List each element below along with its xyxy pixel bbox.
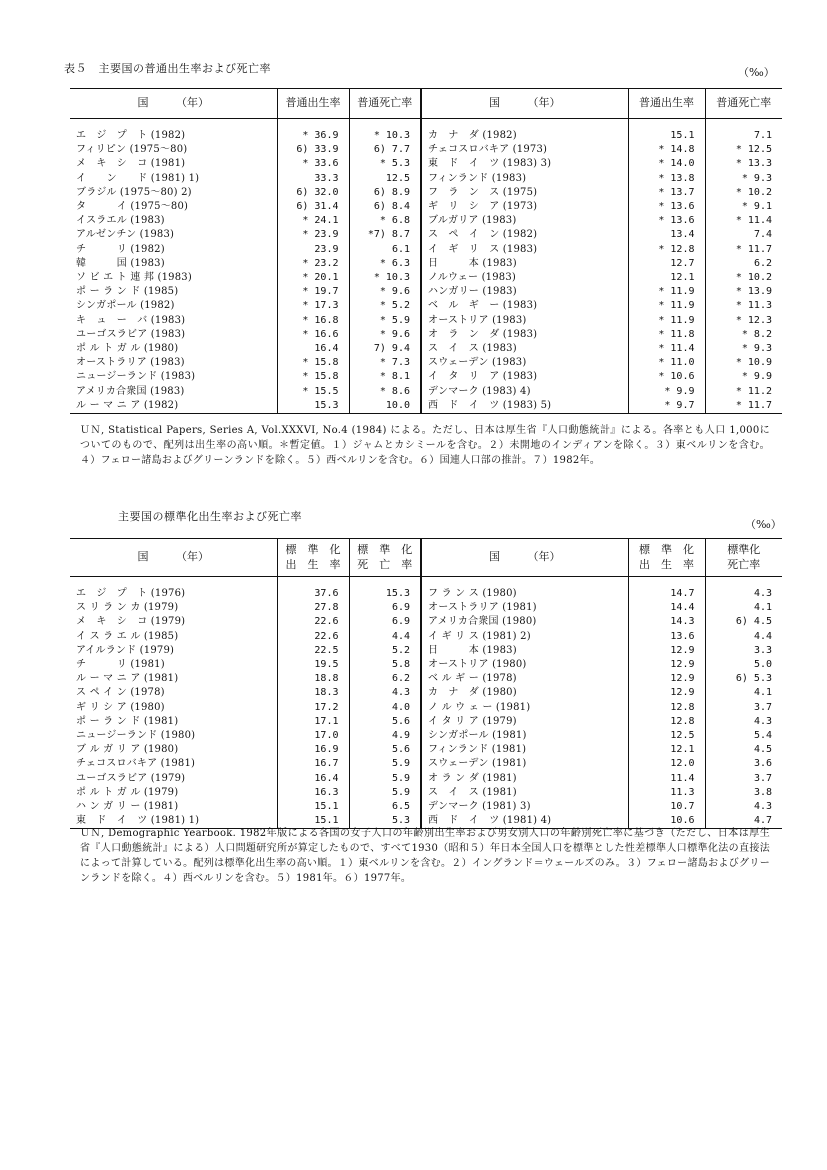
country-cell: フィリピン (1975～80)	[70, 143, 277, 157]
birth-rate-cell: * 13.8	[628, 172, 705, 186]
table-row	[70, 786, 782, 800]
country-cell: イ ン ド (1981) 1)	[70, 172, 277, 186]
death-rate-cell: * 9.3	[741, 172, 772, 184]
birth-rate-cell: * 9.7	[628, 399, 705, 414]
table-row	[70, 243, 782, 257]
country-cell: ポ ル ト ガ ル (1980)	[70, 342, 277, 356]
death-rate-cell: * 5.3	[349, 157, 421, 171]
country-cell: アメリカ合衆国 (1983)	[70, 385, 277, 399]
death-rate-cell: 6) 8.9	[349, 186, 421, 200]
table-row	[70, 630, 782, 644]
country-cell: フィンランド (1983)	[421, 172, 628, 186]
birth-rate-cell: * 15.8	[277, 356, 349, 370]
country-cell: シンガポール (1982)	[70, 299, 277, 313]
country-cell: スウェーデン (1981)	[421, 757, 628, 771]
birth-rate-cell: * 10.6	[628, 370, 705, 384]
death-rate-cell: * 9.6	[349, 328, 421, 342]
birth-rate-cell: 23.9	[277, 243, 349, 257]
t2-header-birth-right	[628, 539, 705, 577]
birth-rate-cell: 17.2	[277, 701, 349, 715]
birth-rate-cell: * 24.1	[277, 214, 349, 228]
birth-rate-cell: * 13.6	[628, 214, 705, 228]
table1-unit: （‰）	[738, 66, 775, 79]
birth-rate-cell: 19.5	[277, 658, 349, 672]
birth-rate-cell: * 23.2	[277, 257, 349, 271]
country-cell: ル ー マ ニ ア (1982)	[70, 399, 277, 414]
death-rate-cell: * 8.1	[349, 370, 421, 384]
birth-rate-cell: 13.4	[628, 228, 705, 242]
table-row	[70, 299, 782, 313]
table-row	[70, 800, 782, 814]
table-row	[70, 701, 782, 715]
country-cell: ユーゴスラビア (1983)	[70, 328, 277, 342]
birth-rate-cell: 12.9	[628, 658, 705, 672]
death-rate-cell: 5.4	[753, 730, 772, 742]
death-rate-cell: * 9.9	[741, 371, 772, 383]
death-rate-cell: * 11.2	[735, 385, 772, 397]
country-cell: ギ リ シ ア (1980)	[70, 701, 277, 715]
country-cell: ハ ン ガ リ ー (1981)	[70, 800, 277, 814]
birth-rate-cell: * 11.8	[628, 328, 705, 342]
country-cell: スウェーデン (1983)	[421, 356, 628, 370]
t1-header-country-left: 国 （年）	[70, 89, 277, 119]
country-cell: オ ラ ン ダ (1983)	[421, 328, 628, 342]
country-cell: カ ナ ダ (1982)	[421, 129, 628, 143]
death-rate-cell: 4.3	[349, 686, 421, 700]
t2-header-birth-left-l2: 出 生 率	[285, 557, 341, 571]
country-cell: イ ギ リ ス (1981) 2)	[421, 630, 628, 644]
table-row	[70, 587, 782, 601]
country-cell: ニュージーランド (1983)	[70, 370, 277, 384]
death-rate-cell: 10.0	[349, 399, 421, 414]
death-rate-cell: * 6.8	[349, 214, 421, 228]
t2-header-birth-left	[277, 539, 349, 577]
table1-note: ＵＮ, Statistical Papers, Series A, Vol.XXXVI, No.4 (1984) による。ただし、日本は厚生省『人口動態統計』による。各率とも人口 1,000についてのもので、配列は出生率の高い順。＊暫定値。１）ジャムとカシミールを含む。２）未開地のインディアンを除く。３）東ベルリンを含む。４）フェロー諸島およびグリーンランドを除く。５）西ベルリンを含む。６）国連人口部の推計。７）1982年。	[80, 425, 770, 466]
t2-header-birth-left-l1: 標 準 化	[285, 543, 341, 557]
country-cell: ル ー マ ニ ア (1981)	[70, 672, 277, 686]
death-rate-cell: * 5.2	[349, 299, 421, 313]
country-cell: デンマーク (1981) 3)	[421, 800, 628, 814]
birth-rate-cell: 37.6	[277, 587, 349, 601]
death-rate-cell: 6) 5.3	[735, 673, 772, 685]
table-row	[70, 157, 782, 171]
death-rate-cell: 4.1	[753, 687, 772, 699]
death-rate-cell: 6) 4.5	[735, 616, 772, 628]
birth-rate-cell: * 15.8	[277, 370, 349, 384]
death-rate-cell: 6.9	[349, 601, 421, 615]
death-rate-cell: * 11.4	[735, 215, 772, 227]
birth-rate-cell: * 20.1	[277, 271, 349, 285]
table-row	[70, 228, 782, 242]
country-cell: チ リ (1981)	[70, 658, 277, 672]
birth-rate-cell: 16.7	[277, 757, 349, 771]
country-cell: オーストリア (1983)	[421, 314, 628, 328]
birth-rate-cell: * 33.6	[277, 157, 349, 171]
birth-rate-cell: 12.9	[628, 672, 705, 686]
country-cell: フ ラ ン ス (1980)	[421, 587, 628, 601]
death-rate-cell: 3.7	[753, 772, 772, 784]
birth-rate-cell: 12.1	[628, 743, 705, 757]
table-row	[70, 743, 782, 757]
birth-rate-cell: 16.9	[277, 743, 349, 757]
country-cell: ニュージーランド (1980)	[70, 729, 277, 743]
death-rate-cell: * 12.3	[735, 314, 772, 326]
country-cell: メ キ シ コ (1981)	[70, 157, 277, 171]
table1-body	[70, 119, 782, 414]
birth-rate-cell: * 11.4	[628, 342, 705, 356]
table2-body	[70, 577, 782, 829]
country-cell: フ ラ ン ス (1975)	[421, 186, 628, 200]
birth-rate-cell: 14.4	[628, 601, 705, 615]
table-row	[70, 129, 782, 143]
t2-header-country-right: 国 （年）	[421, 539, 628, 577]
death-rate-cell: 5.8	[349, 658, 421, 672]
death-rate-cell: 4.7	[705, 814, 782, 829]
death-rate-cell: 4.4	[753, 630, 772, 642]
death-rate-cell: 5.6	[349, 715, 421, 729]
death-rate-cell: 3.3	[753, 644, 772, 656]
death-rate-cell: * 11.3	[735, 300, 772, 312]
country-cell: ベ ル ギ ー (1978)	[421, 672, 628, 686]
t1-header-death-right: 普通死亡率	[705, 89, 782, 119]
country-cell: ス イ ス (1983)	[421, 342, 628, 356]
birth-rate-cell: 10.7	[628, 800, 705, 814]
table2-note: ＵＮ, Demographic Yearbook. 1982年版による各国の女子人口の年齢別出生率および男女別人口の年齢別死亡率に基づき（ただし、日本は厚生省『人口動態統計』による）人口問題研究所が算定したもので、すべて1930（昭和５）年日本全国人口を標準とした性差標準人口標準化法の直接法によって計算している。配列は標準化出生率の高い順。１）東ベルリンを含む。２）イングランド＝ウェールズのみ。３）フェロー諸島およびグリーンランドを除く。４）西ベルリンを含む。５）1981年。６）1977年。	[80, 828, 770, 884]
death-rate-cell: * 12.5	[735, 144, 772, 156]
country-cell: デンマーク (1983) 4)	[421, 385, 628, 399]
t2-header-death-right-l2: 死亡率	[727, 557, 761, 571]
table-row	[70, 314, 782, 328]
country-cell: ベ ル ギ ー (1983)	[421, 299, 628, 313]
country-cell: ブラジル (1975～80) 2)	[70, 186, 277, 200]
death-rate-cell: * 11.7	[735, 243, 772, 255]
country-cell: ソ ビ エ ト 連 邦 (1983)	[70, 271, 277, 285]
death-rate-cell: 6.1	[349, 243, 421, 257]
death-rate-cell: * 8.6	[349, 385, 421, 399]
death-rate-cell: 5.9	[349, 786, 421, 800]
country-cell: 西 ド イ ツ (1981) 4)	[421, 814, 628, 829]
death-rate-cell: * 13.3	[735, 158, 772, 170]
country-cell: エ ジ プ ト (1982)	[70, 129, 277, 143]
country-cell: キ ュ ー バ (1983)	[70, 314, 277, 328]
birth-rate-cell: 12.0	[628, 757, 705, 771]
country-cell: イ タ リ ア (1979)	[421, 715, 628, 729]
country-cell: アイルランド (1979)	[70, 644, 277, 658]
death-rate-cell: 7.1	[753, 130, 772, 141]
death-rate-cell: 6.2	[753, 257, 772, 269]
table-row	[70, 186, 782, 200]
death-rate-cell: * 10.2	[735, 272, 772, 284]
birth-rate-cell: * 15.5	[277, 385, 349, 399]
birth-rate-cell: 22.6	[277, 630, 349, 644]
country-cell: イスラエル (1983)	[70, 214, 277, 228]
birth-rate-cell: 18.8	[277, 672, 349, 686]
birth-rate-cell: 12.8	[628, 701, 705, 715]
country-cell: 韓 国 (1983)	[70, 257, 277, 271]
table-row	[70, 200, 782, 214]
table-row	[70, 686, 782, 700]
birth-rate-cell: 14.7	[628, 587, 705, 601]
birth-rate-cell: 15.3	[277, 399, 349, 414]
death-rate-cell: 5.9	[349, 757, 421, 771]
table-row	[70, 356, 782, 370]
death-rate-cell: * 9.3	[741, 343, 772, 355]
death-rate-cell: 3.8	[753, 786, 772, 798]
death-rate-cell: * 10.3	[349, 271, 421, 285]
country-cell: ブ ル ガ リ ア (1980)	[70, 743, 277, 757]
country-cell: チェコスロバキア (1981)	[70, 757, 277, 771]
birth-rate-cell: 33.3	[277, 172, 349, 186]
country-cell: ノ ル ウ ェ ー (1981)	[421, 701, 628, 715]
country-cell: 東 ド イ ツ (1981) 1)	[70, 814, 277, 829]
death-rate-cell: 6.5	[349, 800, 421, 814]
death-rate-cell: * 10.9	[735, 357, 772, 369]
death-rate-cell: 4.9	[349, 729, 421, 743]
birth-rate-cell: * 36.9	[277, 129, 349, 143]
t1-header-country-right: 国 （年）	[421, 89, 628, 119]
birth-rate-cell: 6) 31.4	[277, 200, 349, 214]
death-rate-cell: 15.3	[349, 587, 421, 601]
table1-caption: 表５ 主要国の普通出生率および死亡率	[64, 62, 271, 75]
death-rate-cell: 4.5	[753, 744, 772, 756]
death-rate-cell: 7) 9.4	[349, 342, 421, 356]
country-cell: ハンガリー (1983)	[421, 285, 628, 299]
birth-rate-cell: 12.9	[628, 644, 705, 658]
birth-rate-cell: 18.3	[277, 686, 349, 700]
country-cell: 日 本 (1983)	[421, 644, 628, 658]
table-row	[70, 257, 782, 271]
table2-caption: 主要国の標準化出生率および死亡率	[118, 510, 302, 523]
death-rate-cell: * 7.3	[349, 356, 421, 370]
birth-rate-cell: 6) 33.9	[277, 143, 349, 157]
t2-header-death-right	[705, 539, 782, 577]
t1-header-birth-left: 普通出生率	[277, 89, 349, 119]
death-rate-cell: 6) 8.4	[349, 200, 421, 214]
t2-header-death-left-l1: 標 準 化	[357, 543, 413, 557]
birth-rate-cell: * 16.6	[277, 328, 349, 342]
birth-rate-cell: * 16.8	[277, 314, 349, 328]
birth-rate-cell: 12.1	[628, 271, 705, 285]
t1-header-death-left: 普通死亡率	[349, 89, 421, 119]
country-cell: オ ラ ン ダ (1981)	[421, 772, 628, 786]
birth-rate-cell: 16.4	[277, 772, 349, 786]
table-row	[70, 370, 782, 384]
country-cell: チェコスロバキア (1973)	[421, 143, 628, 157]
death-rate-cell: 4.3	[753, 588, 772, 599]
birth-rate-cell: 14.3	[628, 615, 705, 629]
birth-rate-cell: * 11.9	[628, 314, 705, 328]
t2-header-country-left: 国 （年）	[70, 539, 277, 577]
spacer-row	[70, 577, 782, 588]
table-row	[70, 658, 782, 672]
country-cell: カ ナ ダ (1980)	[421, 686, 628, 700]
country-cell: ス イ ス (1981)	[421, 786, 628, 800]
death-rate-cell: * 10.2	[735, 186, 772, 198]
country-cell: チ リ (1982)	[70, 243, 277, 257]
t2-header-death-right-l1: 標準化	[727, 543, 761, 557]
death-rate-cell: 6) 7.7	[349, 143, 421, 157]
table-row	[70, 615, 782, 629]
birth-rate-cell: * 17.3	[277, 299, 349, 313]
birth-rate-cell: 22.6	[277, 615, 349, 629]
country-cell: 東 ド イ ツ (1983) 3)	[421, 157, 628, 171]
country-cell: オーストラリア (1981)	[421, 601, 628, 615]
country-cell: イ タ リ ア (1983)	[421, 370, 628, 384]
death-rate-cell: 4.3	[753, 715, 772, 727]
death-rate-cell: 5.2	[349, 644, 421, 658]
birth-rate-cell: 17.0	[277, 729, 349, 743]
country-cell: アメリカ合衆国 (1980)	[421, 615, 628, 629]
country-cell: オーストラリア (1983)	[70, 356, 277, 370]
country-cell: ユーゴスラビア (1979)	[70, 772, 277, 786]
table-row	[70, 271, 782, 285]
country-cell: ポ ル ト ガ ル (1979)	[70, 786, 277, 800]
birth-rate-cell: 15.1	[277, 814, 349, 829]
birth-rate-cell: 10.6	[628, 814, 705, 829]
birth-rate-cell: * 11.9	[628, 299, 705, 313]
country-cell: ス ペ イ ン (1978)	[70, 686, 277, 700]
birth-rate-cell: 22.5	[277, 644, 349, 658]
birth-rate-cell: 27.8	[277, 601, 349, 615]
death-rate-cell: 7.4	[753, 229, 772, 241]
country-cell: ノルウェー (1983)	[421, 271, 628, 285]
birth-rate-cell: * 13.7	[628, 186, 705, 200]
spacer-row	[70, 119, 782, 130]
t2-header-death-left	[349, 539, 421, 577]
death-rate-cell: 12.5	[349, 172, 421, 186]
birth-rate-cell: * 14.0	[628, 157, 705, 171]
birth-rate-cell: 11.4	[628, 772, 705, 786]
table2-unit: （‰）	[745, 518, 782, 531]
table-row	[70, 715, 782, 729]
country-cell: ス ペ イ ン (1982)	[421, 228, 628, 242]
country-cell: 日 本 (1983)	[421, 257, 628, 271]
table-row	[70, 143, 782, 157]
table-row	[70, 342, 782, 356]
birth-rate-cell: 16.3	[277, 786, 349, 800]
death-rate-cell: 6.2	[349, 672, 421, 686]
country-cell: イ ギ リ ス (1983)	[421, 243, 628, 257]
death-rate-cell: 4.4	[349, 630, 421, 644]
table-row	[70, 672, 782, 686]
country-cell: ス リ ラ ン カ (1979)	[70, 601, 277, 615]
death-rate-cell: 4.3	[753, 801, 772, 813]
country-cell: タ イ (1975～80)	[70, 200, 277, 214]
birth-rate-cell: 15.1	[277, 800, 349, 814]
birth-rate-cell: 12.9	[628, 686, 705, 700]
birth-rate-cell: * 13.6	[628, 200, 705, 214]
death-rate-cell: 3.6	[753, 758, 772, 770]
table-row	[70, 214, 782, 228]
death-rate-cell: 3.7	[753, 701, 772, 713]
table-row	[70, 601, 782, 615]
birth-rate-cell: 6) 32.0	[277, 186, 349, 200]
table-row	[70, 729, 782, 743]
birth-rate-cell: 15.1	[628, 129, 705, 143]
birth-rate-cell: * 19.7	[277, 285, 349, 299]
birth-rate-cell: 13.6	[628, 630, 705, 644]
table-row	[70, 385, 782, 399]
death-rate-cell: 4.0	[349, 701, 421, 715]
death-rate-cell: 5.0	[753, 659, 772, 671]
death-rate-cell: * 11.7	[705, 399, 782, 414]
table2	[70, 538, 782, 829]
country-cell: ポ ー ラ ン ド (1981)	[70, 715, 277, 729]
country-cell: イ ス ラ エ ル (1985)	[70, 630, 277, 644]
table-row	[70, 772, 782, 786]
death-rate-cell: 4.1	[753, 602, 772, 614]
birth-rate-cell: * 23.9	[277, 228, 349, 242]
country-cell: ポ ー ラ ン ド (1985)	[70, 285, 277, 299]
death-rate-cell: * 9.6	[349, 285, 421, 299]
country-cell: フィンランド (1981)	[421, 743, 628, 757]
table-row	[70, 328, 782, 342]
birth-rate-cell: * 12.8	[628, 243, 705, 257]
death-rate-cell: *7) 8.7	[349, 228, 421, 242]
birth-rate-cell: 17.1	[277, 715, 349, 729]
death-rate-cell: * 8.2	[741, 328, 772, 340]
country-cell: シンガポール (1981)	[421, 729, 628, 743]
death-rate-cell: * 9.1	[741, 201, 772, 213]
country-cell: ブルガリア (1983)	[421, 214, 628, 228]
t2-header-birth-right-l1: 標 準 化	[639, 543, 694, 557]
death-rate-cell: 5.3	[349, 814, 421, 829]
birth-rate-cell: 12.8	[628, 715, 705, 729]
table-row	[70, 757, 782, 771]
death-rate-cell: * 10.3	[349, 129, 421, 143]
country-cell: メ キ シ コ (1979)	[70, 615, 277, 629]
death-rate-cell: 6.9	[349, 615, 421, 629]
birth-rate-cell: * 14.8	[628, 143, 705, 157]
table-row	[70, 644, 782, 658]
country-cell: ギ リ シ ア (1973)	[421, 200, 628, 214]
table1	[70, 88, 782, 414]
death-rate-cell: * 13.9	[735, 286, 772, 298]
birth-rate-cell: * 11.0	[628, 356, 705, 370]
birth-rate-cell: * 11.9	[628, 285, 705, 299]
t2-header-death-left-l2: 死 亡 率	[357, 557, 413, 571]
country-cell: 西 ド イ ツ (1983) 5)	[421, 399, 628, 414]
birth-rate-cell: 16.4	[277, 342, 349, 356]
table-row	[70, 172, 782, 186]
death-rate-cell: 5.6	[349, 743, 421, 757]
country-cell: オーストリア (1980)	[421, 658, 628, 672]
t2-header-birth-right-l2: 出 生 率	[639, 557, 694, 571]
death-rate-cell: * 6.3	[349, 257, 421, 271]
death-rate-cell: 5.9	[349, 772, 421, 786]
birth-rate-cell: 12.7	[628, 257, 705, 271]
table-row	[70, 285, 782, 299]
birth-rate-cell: * 9.9	[628, 385, 705, 399]
birth-rate-cell: 11.3	[628, 786, 705, 800]
birth-rate-cell: 12.5	[628, 729, 705, 743]
table-row	[70, 399, 782, 414]
country-cell: アルゼンチン (1983)	[70, 228, 277, 242]
country-cell: エ ジ プ ト (1976)	[70, 587, 277, 601]
t1-header-birth-right: 普通出生率	[628, 89, 705, 119]
death-rate-cell: * 5.9	[349, 314, 421, 328]
